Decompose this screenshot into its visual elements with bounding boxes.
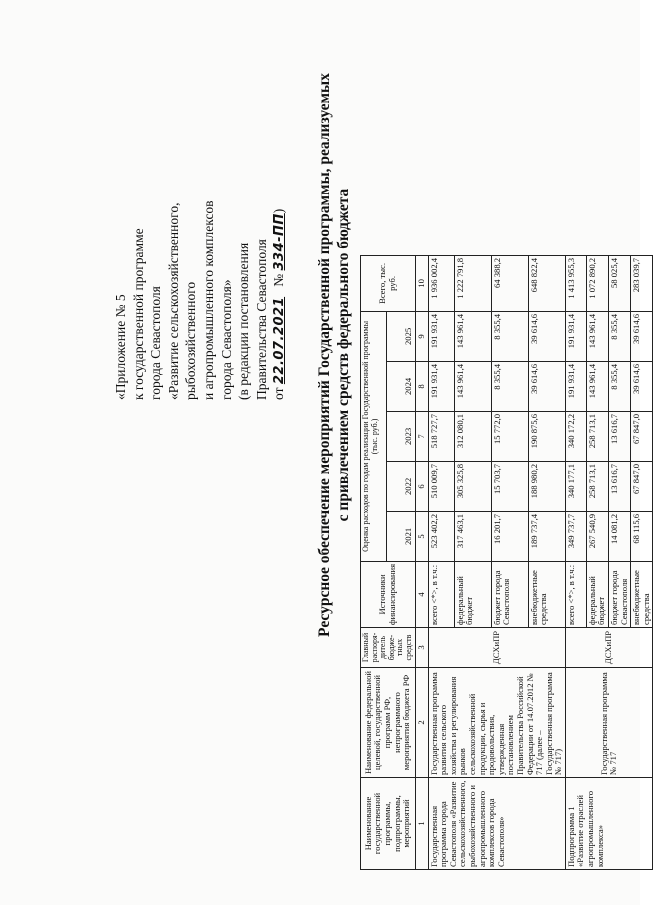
funding-source: бюджет города Севастополя <box>491 561 528 627</box>
handwritten-date: 22.07.2021 <box>272 296 288 385</box>
funding-source: внебюджетные средства <box>528 561 565 627</box>
annex-line: «Развитие сельскохозяйственного, <box>165 202 181 400</box>
value-cell: 349 737,7 <box>565 511 586 561</box>
total-cell: 64 388,2 <box>491 255 528 311</box>
annex-line: Правительства Севастополя <box>253 239 269 400</box>
value-cell: 8 355,4 <box>609 311 631 361</box>
header-total: Всего, тыс. руб. <box>361 255 416 311</box>
value-cell: 523 402,2 <box>428 511 454 561</box>
value-cell: 143 961,4 <box>454 361 491 411</box>
value-cell: 143 961,4 <box>454 311 491 361</box>
value-cell: 340 177,1 <box>565 461 586 511</box>
annex-line: рыбохозяйственного <box>183 281 199 400</box>
value-cell: 39 614,6 <box>631 311 653 361</box>
value-cell: 191 931,4 <box>428 311 454 361</box>
number-prefix: № <box>271 273 287 287</box>
total-cell: 283 039,7 <box>631 255 653 311</box>
header-col3: Главный распоря-дитель бюдже-тных средств <box>361 628 416 668</box>
value-cell: 15 772,0 <box>491 411 528 461</box>
value-cell: 190 875,6 <box>528 411 565 461</box>
total-cell: 1 072 890,2 <box>586 255 608 311</box>
value-cell: 191 931,4 <box>428 361 454 411</box>
annex-line: города Севастополя» <box>218 279 234 400</box>
value-cell: 68 115,6 <box>631 511 653 561</box>
funding-source: бюджет города Севастополя <box>609 561 631 627</box>
federal-program: Государственная программа развития сельского хозяйства и регулирования рынков сельскохозяйственной продукции, сырья и продовольствия, утвержденная постановлением Правительства Российской Федерации от 14.07.2012 № 717 (далее – Государственная программа № 717) <box>428 668 565 778</box>
value-cell: 143 961,4 <box>586 361 608 411</box>
funding-source: всего <*>, в т.ч.: <box>428 561 454 627</box>
value-cell: 189 737,4 <box>528 511 565 561</box>
header-col1: Наименование государственной программы, подпрограммы, мероприятий <box>361 778 416 870</box>
date-prefix: от <box>271 387 287 400</box>
funding-source: внебюджетные средства <box>631 561 653 627</box>
value-cell: 8 355,4 <box>609 361 631 411</box>
header-year: 2023 <box>387 411 415 461</box>
header-col4: Источники финансирования <box>361 561 416 627</box>
value-cell: 16 201,7 <box>491 511 528 561</box>
header-group: Оценка расходов по годам реализации Государственной программы (тыс. руб.) <box>361 311 387 561</box>
annex-line: и агропромышленного комплексов <box>200 200 216 400</box>
title-line-1: Ресурсное обеспечение мероприятий Государственной программы, реализуемых <box>316 73 333 637</box>
handwritten-number: 334-ПП <box>272 213 288 271</box>
value-cell: 39 614,6 <box>528 361 565 411</box>
budget-manager: ДСХиПР <box>565 628 653 668</box>
header-year: 2021 <box>387 511 415 561</box>
value-cell: 191 931,4 <box>565 311 586 361</box>
column-number: 6 <box>415 461 428 511</box>
value-cell: 312 080,1 <box>454 411 491 461</box>
value-cell: 13 616,7 <box>609 461 631 511</box>
column-number: 8 <box>415 361 428 411</box>
value-cell: 317 463,1 <box>454 511 491 561</box>
budget-manager: ДСХиПР <box>428 628 565 668</box>
column-number: 10 <box>415 255 428 311</box>
header-col2: Наименование федеральной целевой, государственной программ РФ, непрограммного мероприятия бюджета РФ <box>361 668 416 778</box>
value-cell: 258 713,1 <box>586 411 608 461</box>
resource-table <box>360 255 653 870</box>
annex-line: города Севастополя <box>148 286 164 400</box>
annex-line: (в редакции постановления <box>236 242 252 400</box>
value-cell: 14 081,2 <box>609 511 631 561</box>
total-cell: 58 025,4 <box>609 255 631 311</box>
annex-date-line: от 22.07.2021 № 334-ПП) <box>271 208 288 400</box>
value-cell: 340 172,2 <box>565 411 586 461</box>
value-cell: 8 355,4 <box>491 361 528 411</box>
column-number: 7 <box>415 411 428 461</box>
value-cell: 39 614,6 <box>528 311 565 361</box>
total-cell: 648 822,4 <box>528 255 565 311</box>
annex-line: «Приложение № 5 <box>113 294 128 400</box>
total-cell: 1 413 955,3 <box>565 255 586 311</box>
total-cell: 1 222 791,8 <box>454 255 491 311</box>
column-number: 5 <box>415 511 428 561</box>
annex-line: к государственной программе <box>130 228 146 400</box>
value-cell: 143 961,4 <box>586 311 608 361</box>
column-number: 1 <box>415 778 428 870</box>
annex-header <box>112 40 289 400</box>
column-number: 3 <box>415 628 428 668</box>
value-cell: 518 727,7 <box>428 411 454 461</box>
subprogram-name: Подпрограмма 1 «Развитие отраслей агропромышленного комплекса» <box>565 778 653 870</box>
value-cell: 15 703,7 <box>491 461 528 511</box>
value-cell: 13 616,7 <box>609 411 631 461</box>
document-title <box>315 0 353 715</box>
column-number: 2 <box>415 668 428 778</box>
value-cell: 510 009,7 <box>428 461 454 511</box>
value-cell: 305 325,8 <box>454 461 491 511</box>
value-cell: 267 540,9 <box>586 511 608 561</box>
value-cell: 8 355,4 <box>491 311 528 361</box>
column-number: 9 <box>415 311 428 361</box>
value-cell: 191 931,4 <box>565 361 586 411</box>
column-number: 4 <box>415 561 428 627</box>
header-year: 2022 <box>387 461 415 511</box>
value-cell: 188 980,2 <box>528 461 565 511</box>
value-cell: 67 847,0 <box>631 411 653 461</box>
funding-source: федеральный бюджет <box>454 561 491 627</box>
funding-source: всего <*>, в т.ч.: <box>565 561 586 627</box>
header-year: 2025 <box>387 311 415 361</box>
program-name: Государственная программа города Севастополя «Развитие сельскохозяйственного, рыбохозяйственного и агропромышленного комплексов города Севастополя» <box>428 778 565 870</box>
title-line-2: с привлечением средств федерального бюджета <box>335 188 352 522</box>
value-cell: 258 713,1 <box>586 461 608 511</box>
value-cell: 39 614,6 <box>631 361 653 411</box>
federal-program: Государственная программа № 717 <box>565 668 653 778</box>
header-year: 2024 <box>387 361 415 411</box>
value-cell: 67 847,0 <box>631 461 653 511</box>
total-cell: 1 936 002,4 <box>428 255 454 311</box>
funding-source: федеральный бюджет <box>586 561 608 627</box>
